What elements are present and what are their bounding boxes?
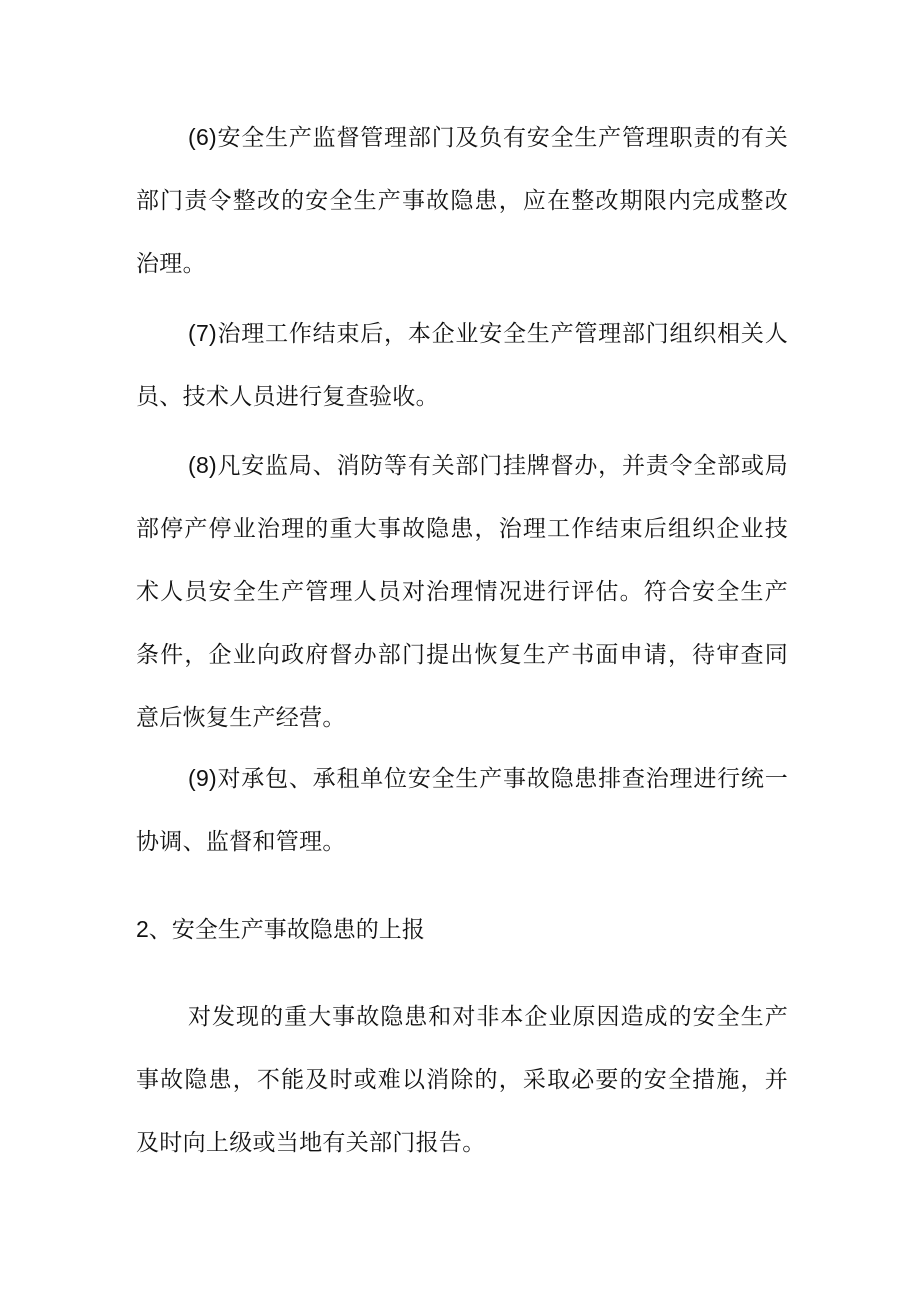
item-number: (8) [188,452,218,478]
item-number: (9) [188,765,218,791]
section-paragraph: 对发现的重大事故隐患和对非本企业原因造成的安全生产事故隐患，不能及时或难以消除的，采取必要的安全措施，并及时向上级或当地有关部门报告。 [136,1004,788,1156]
item-text: 安全生产监督管理部门及负有安全生产管理职责的有关部门责令整改的安全生产事故隐患，应在整改期限内完成整改治理。 [136,125,788,277]
item-number: (6) [188,124,218,150]
paragraph-item-9 [136,747,788,874]
item-number: (7) [188,320,218,346]
item-text: 对承包、承租单位安全生产事故隐患排查治理进行统一协调、监督和管理。 [136,766,788,855]
section-heading: 2、安全生产事故隐患的上报 [136,916,425,942]
item-text: 凡安监局、消防等有关部门挂牌督办，并责令全部或局部停产停业治理的重大事故隐患，治理工作结束后组织企业技术人员安全生产管理人员对治理情况进行评估。符合安全生产条件，企业向政府督办部门提出恢复生产书面申请，待审查同意后恢复生产经营。 [136,453,788,731]
item-text: 治理工作结束后，本企业安全生产管理部门组织相关人员、技术人员进行复查验收。 [136,321,788,410]
paragraph-item-8 [136,434,788,750]
paragraph-item-7 [136,302,788,429]
paragraph-item-6 [136,106,788,296]
